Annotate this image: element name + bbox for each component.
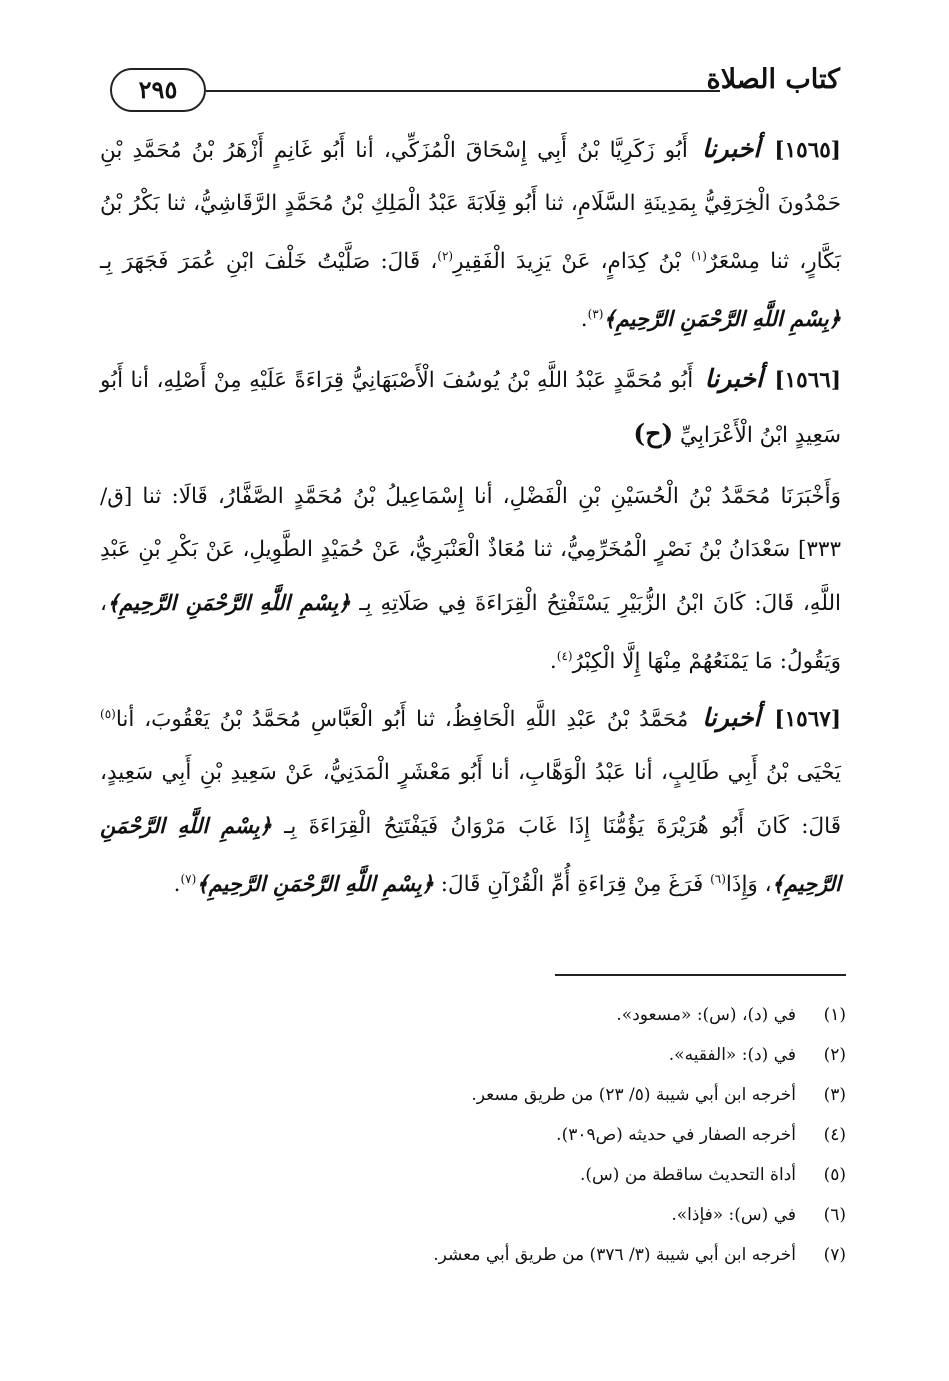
hadith-1566-continued	[100, 470, 841, 688]
footnote-number: (٥)	[823, 1165, 846, 1185]
footnote-number: (٢)	[823, 1045, 846, 1065]
footnote-ref[interactable]: (٦)	[710, 872, 726, 887]
footnote-number: (٧)	[823, 1245, 846, 1265]
end-mark: .	[173, 872, 181, 898]
footnote-ref[interactable]: (٣)	[587, 307, 604, 322]
footnote-ref[interactable]: (٢)	[437, 249, 454, 263]
footnote-item	[200, 1115, 846, 1155]
page-number: ٢٩٥	[110, 68, 206, 112]
hadith-text: بْنُ كِدَامٍ، عَنْ يَزِيدَ الْفَقِيرِ	[453, 249, 681, 275]
footnotes-list	[200, 995, 846, 1275]
hadith-text: يَحْيَى بْنُ أَبِي طَالِبٍ، أنا عَبْدُ الْوَهَّابِ، أنا أَبُو مَعْشَرٍ الْمَدَنِيُّ، عَنْ سَعِيدِ بْنِ أَبِي سَعِيدٍ، قَالَ: كَانَ أَبُو هُرَيْرَةَ يَؤُمُّنَا إِذَا غَابَ مَرْوَانُ فَيَفْتَتِحُ الْقِرَاءَةَ بِـ	[100, 760, 841, 840]
book-title: كتاب الصلاة	[706, 64, 840, 95]
page-header	[110, 62, 840, 114]
hadith-number: [١٥٦٥]	[774, 138, 841, 163]
footnote-ref[interactable]: (١)	[691, 249, 707, 263]
hadith-text: وَأَخْبَرَنَا مُحَمَّدُ بْنُ الْحُسَيْنِ بْنِ الْفَضْلِ، أنا إِسْمَاعِيلُ بْنُ مُحَمَّدٍ الصَّفَّارُ، قَالَا: ثنا [ق/ ٣٣٣] سَعْدَانُ بْنُ نَصْرٍ الْمُخَرِّمِيُّ، ثنا مُعَاذٌ الْعَنْبَرِيُّ، عَنْ حُمَيْدٍ الطَّوِيلِ، عَنْ بَكْرِ بْنِ عَبْدِ اللَّهِ، قَالَ: كَانَ ابْنُ الزُّبَيْرِ يَسْتَفْتِحُ الْقِرَاءَةَ فِي صَلَاتِهِ بِـ	[100, 484, 841, 616]
end-mark: .	[580, 307, 588, 333]
footnote-item	[200, 1235, 846, 1275]
hadith-text: أَبُو زَكَرِيَّا بْنُ أَبِي إِسْحَاقَ الْمُزَكِّي، أنا أَبُو غَانِمٍ أَزْهَرُ بْنُ مُحَمَّدِ بْنِ حَمْدُونَ الْخِرَقِيُّ بِمَدِينَةِ السَّلَامِ، ثنا أَبُو قِلَابَةَ عَبْدُ الْمَلِكِ بْنُ مُحَمَّدٍ الرَّقَاشِيُّ، ثنا بَكْرُ بْنُ بَكَّارٍ، ثنا مِسْعَرٌ	[100, 138, 842, 275]
basmala: ﴿بِسْمِ اللَّهِ الرَّحْمَنِ الرَّحِيمِ﴾	[603, 306, 841, 332]
footnote-text: في (س): «فإذا».	[671, 1205, 796, 1225]
hadith-text: ، وَإِذَا	[725, 872, 772, 898]
footnote-number: (٦)	[823, 1205, 846, 1225]
footnote-ref[interactable]: (٧)	[180, 872, 197, 887]
footnote-text: أخرجه ابن أبي شيبة (٥/ ٢٣) من طريق مسعر.	[471, 1085, 796, 1105]
hadith-1566	[100, 352, 841, 462]
hadith-text: مُحَمَّدُ بْنُ عَبْدِ اللَّهِ الْحَافِظُ، ثنا أَبُو الْعَبَّاسِ مُحَمَّدُ بْنُ يَعْقُوبَ، أنا	[115, 707, 689, 733]
hadith-1567	[100, 688, 841, 911]
akhbarana-keyword: أخبرنا	[704, 364, 763, 393]
footnote-text: أداة التحديث ساقطة من (س).	[580, 1165, 796, 1185]
footnote-text: في (د)، (س): «مسعود».	[616, 1005, 796, 1025]
footnote-ref[interactable]: (٤)	[556, 649, 573, 663]
footnote-text: في (د): «الفقيه».	[668, 1045, 796, 1065]
footnote-number: (٣)	[823, 1085, 846, 1105]
footnote-item	[200, 1155, 846, 1195]
footnote-number: (٤)	[823, 1125, 846, 1145]
footnote-text: أخرجه ابن أبي شيبة (٣/ ٣٧٦) من طريق أبي معشر.	[433, 1245, 796, 1265]
footnote-item	[200, 1035, 846, 1075]
hadith-number: [١٥٦٦]	[774, 368, 842, 393]
akhbarana-keyword: أخبرنا	[702, 703, 761, 733]
footnote-item	[200, 1195, 846, 1235]
akhbarana-keyword: أخبرنا	[701, 134, 761, 163]
footnote-item	[200, 995, 846, 1035]
hadith-text: ، وَيَقُولُ: مَا يَمْنَعُهُمْ مِنْهَا إِلَّا الْكِبْرُ	[100, 591, 841, 675]
tahwil-mark: (ح)	[633, 419, 674, 448]
header-rule	[206, 90, 720, 92]
footnote-text: أخرجه الصفار في حديثه (ص٣٠٩).	[556, 1125, 796, 1145]
footnote-ref[interactable]: (٥)	[100, 707, 116, 721]
footnote-number: (١)	[823, 1005, 846, 1025]
hadith-1565	[100, 122, 841, 346]
hadith-text: أَبُو مُحَمَّدٍ عَبْدُ اللَّهِ بْنُ يُوسُفَ الْأَصْبَهَانِيُّ قِرَاءَةً عَلَيْهِ مِنْ أَصْلِهِ، أنا أَبُو سَعِيدٍ ابْنُ الْأَعْرَابِيِّ	[100, 368, 841, 448]
hadith-number: [١٥٦٧]	[774, 707, 841, 733]
footnote-separator	[555, 974, 846, 976]
basmala: ﴿بِسْمِ اللَّهِ الرَّحْمَنِ الرَّحِيمِ﴾	[106, 590, 351, 615]
hadith-text: ، قَالَ: صَلَّيْتُ خَلْفَ ابْنِ عُمَرَ فَجَهَرَ بِـ	[100, 249, 438, 275]
footnote-item	[200, 1075, 846, 1115]
hadith-text: فَرَغَ مِنْ قِرَاءَةِ أُمِّ الْقُرْآنِ قَالَ:	[440, 872, 704, 898]
end-mark: .	[549, 649, 557, 675]
basmala: ﴿بِسْمِ اللَّهِ الرَّحْمَنِ الرَّحِيمِ﴾	[100, 813, 841, 897]
basmala: ﴿بِسْمِ اللَّهِ الرَّحْمَنِ الرَّحِيمِ﴾	[196, 871, 434, 897]
